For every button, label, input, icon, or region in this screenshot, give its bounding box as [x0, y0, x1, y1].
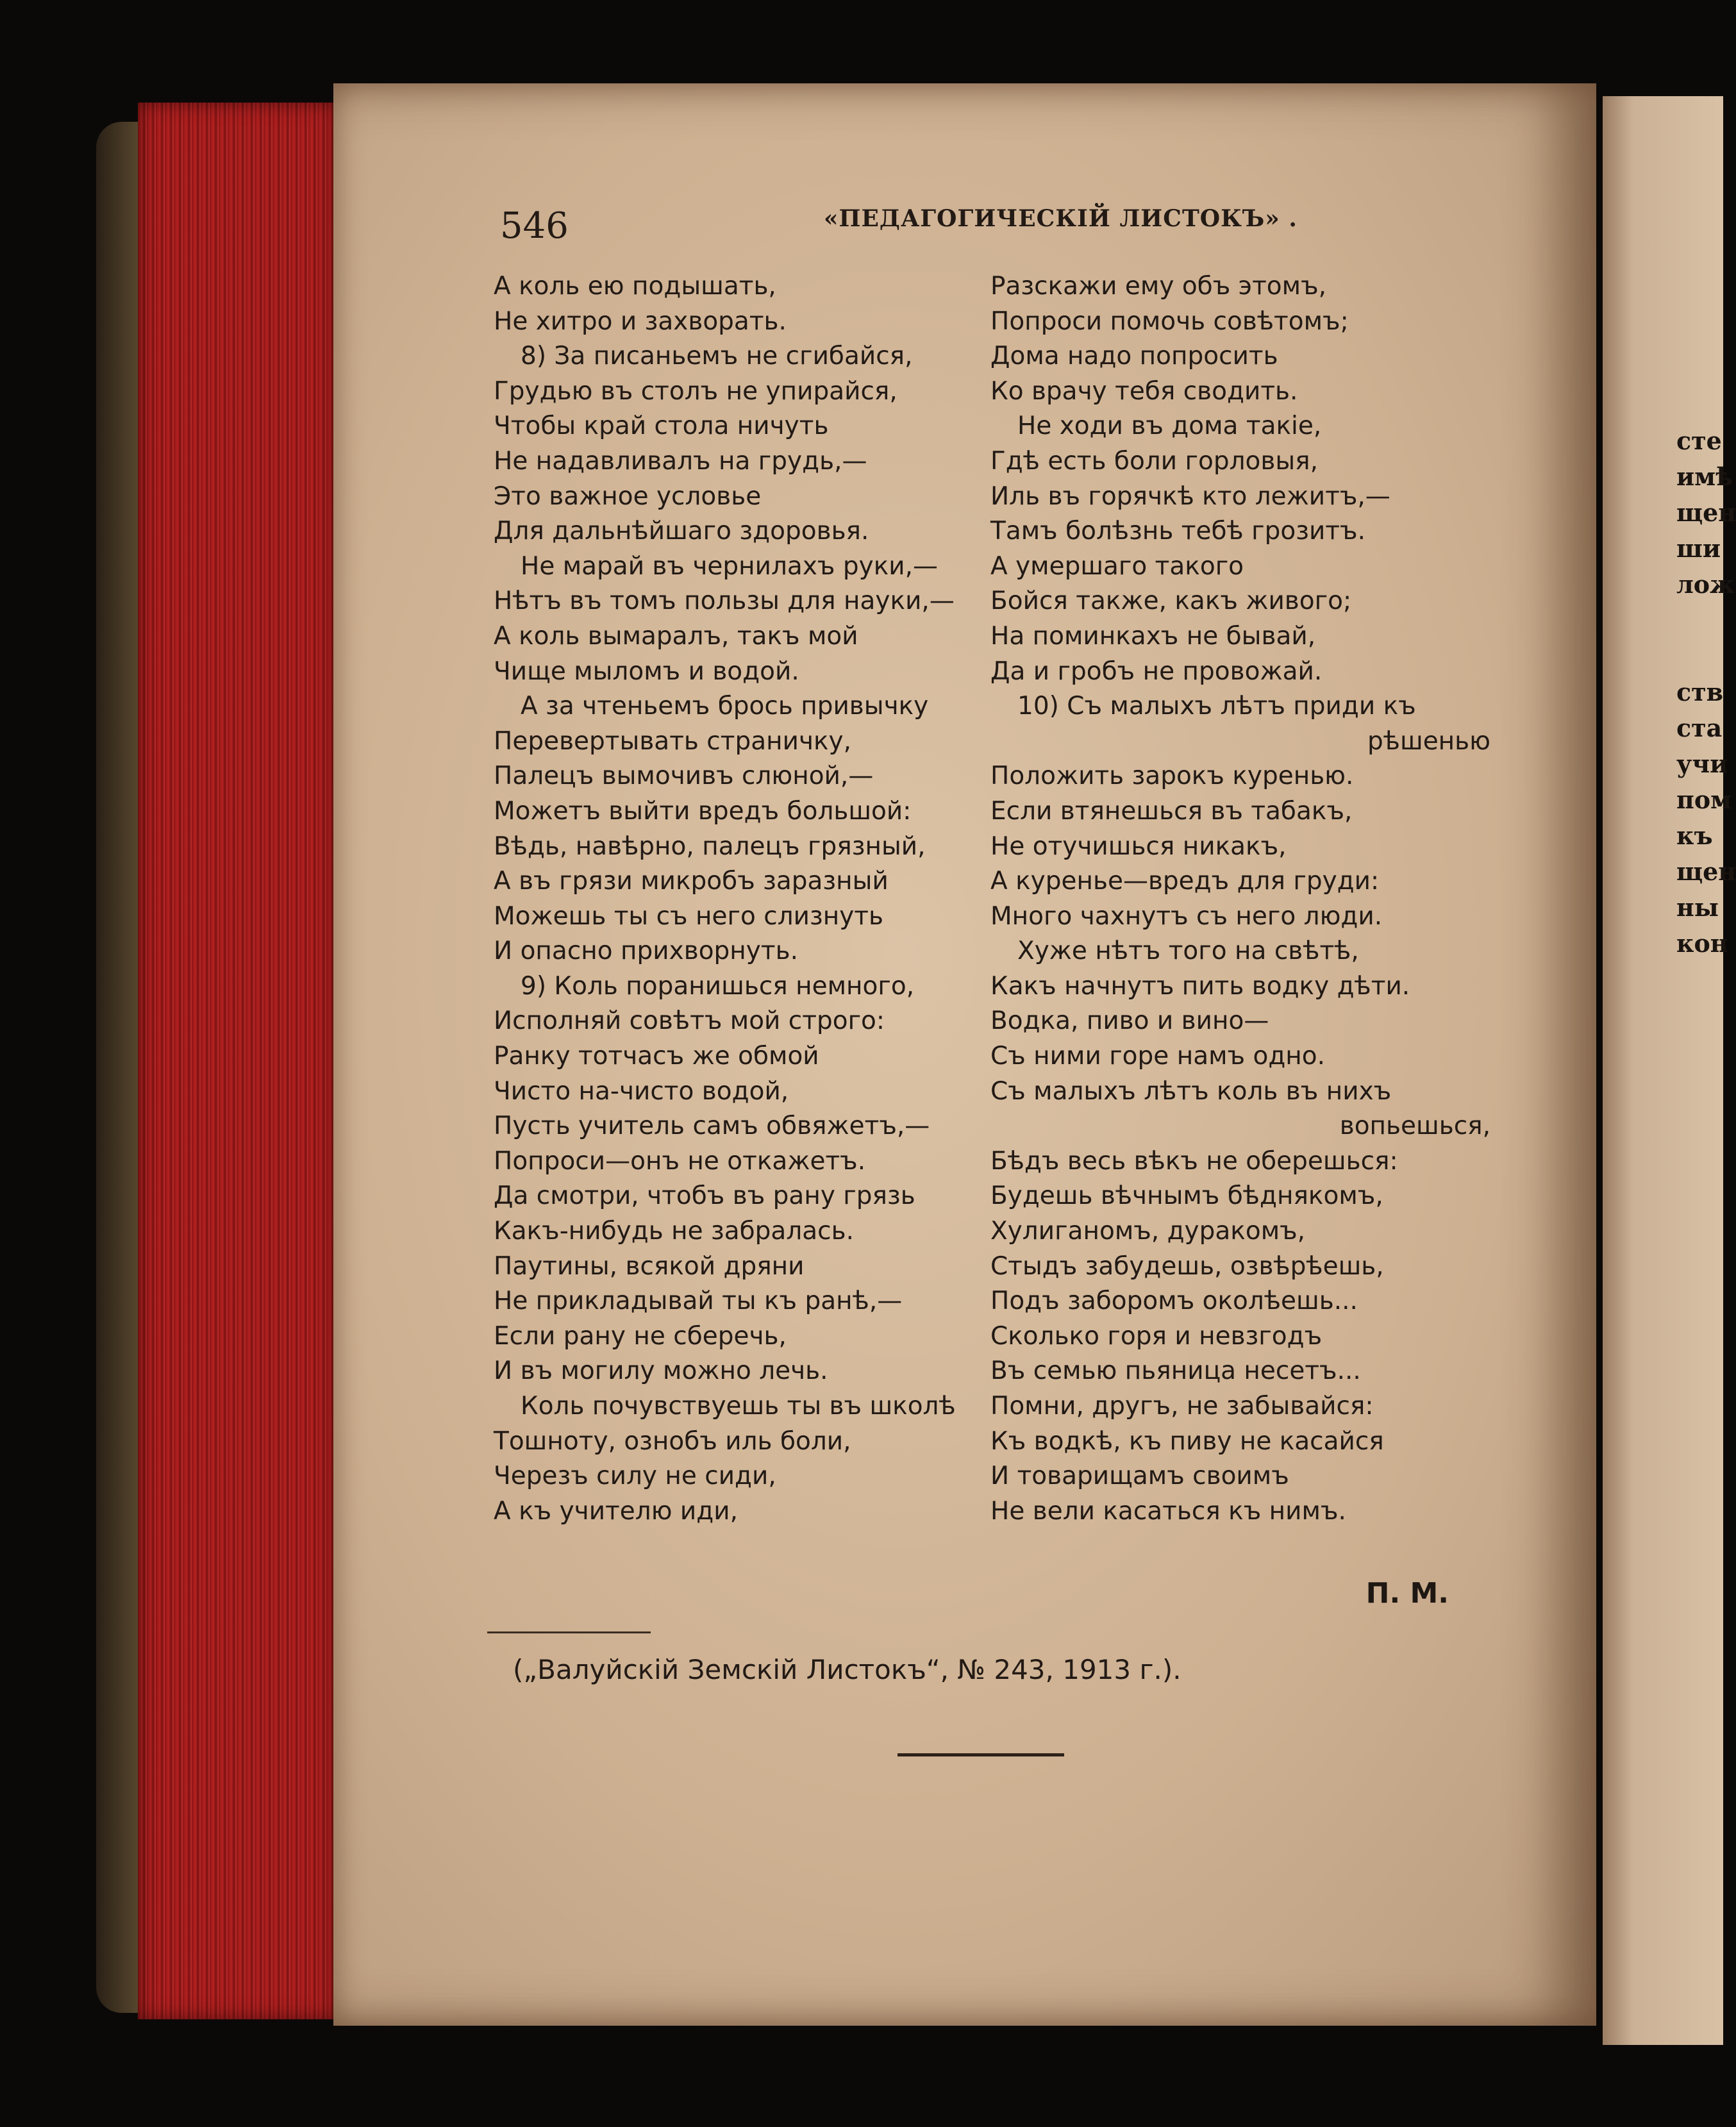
poem-line: Положить зарокъ куренью. [990, 762, 1354, 791]
page-number: 546 [500, 205, 569, 247]
facing-page-fragment: лож [1676, 570, 1735, 599]
poem-line: А куренье—вредъ для груди: [990, 867, 1380, 896]
poem-line: А къ учителю иди, [494, 1496, 738, 1526]
facing-page-fragment: ны [1676, 893, 1719, 922]
facing-page-fragment: имѣ [1676, 462, 1733, 491]
poem-line: Подъ заборомъ околѣешь... [990, 1287, 1358, 1316]
right-column [990, 269, 1490, 1529]
left-column [494, 269, 981, 1529]
poem-line: Да смотри, чтобъ въ рану грязь [494, 1181, 915, 1211]
poem-line: Чище мыломъ и водой. [494, 656, 799, 686]
facing-page-fragment: ств [1676, 678, 1724, 706]
poem-line: Не марай въ чернилахъ руки,— [521, 551, 939, 581]
poem-line: Сколько горя и невзгодъ [990, 1321, 1323, 1351]
poem-line: Стыдъ забудешь, озвѣрѣешь, [990, 1251, 1384, 1281]
poem-line: Тошноту, ознобъ иль боли, [494, 1426, 851, 1456]
poem-line: Съ малыхъ лѣтъ коль въ нихъ [990, 1076, 1392, 1106]
poem-line: Коль почувствуешь ты въ школѣ [521, 1392, 956, 1421]
facing-page-fragment: кон [1676, 929, 1728, 958]
poem-line: Паутины, всякой дряни [494, 1251, 805, 1281]
facing-page-fragment: къ [1676, 821, 1713, 850]
poem-line: Гдѣ есть боли горловыя, [990, 446, 1318, 476]
poem-line: Водка, пиво и вино— [990, 1006, 1269, 1036]
poem-line: Не вели касаться къ нимъ. [990, 1496, 1346, 1526]
facing-page-fragment [1676, 638, 1736, 674]
poem-line: Для дальнѣйшаго здоровья. [494, 517, 869, 546]
poem-line: вопьешься, [1339, 1112, 1490, 1141]
facing-page-fragment: сте [1676, 426, 1722, 455]
poem-line: Это важное условье [494, 481, 762, 511]
end-divider [897, 1753, 1064, 1756]
poem-line: Не прикладывай ты къ ранѣ,— [494, 1287, 903, 1316]
poem-line: Ранку тотчасъ же обмой [494, 1042, 819, 1071]
poem-line: Если втянешься въ табакъ, [990, 796, 1353, 826]
poem-line: Нѣтъ въ томъ пользы для науки,— [494, 587, 955, 616]
poem-line: Хулиганомъ, дуракомъ, [990, 1217, 1306, 1246]
poem-line: Палецъ вымочивъ слюной,— [494, 762, 874, 791]
poem-line: Какъ-нибудь не забралась. [494, 1217, 854, 1246]
poem-line: Можетъ выйти вредъ большой: [494, 796, 912, 826]
facing-page-fragment: ши [1676, 534, 1721, 563]
poem-line: Чисто на-чисто водой, [494, 1076, 789, 1106]
poem-line: Какъ начнутъ пить водку дѣти. [990, 971, 1410, 1001]
poem-line: Не надавливалъ на грудь,— [494, 446, 867, 476]
poem-line: Бѣдъ весь вѣкъ не оберешься: [990, 1146, 1398, 1176]
poem-line: Хуже нѣтъ того на свѣтѣ, [1017, 937, 1359, 966]
poem-line: Въ семью пьяница несетъ... [990, 1356, 1361, 1386]
poem-line: Разскажи ему объ этомъ, [990, 272, 1327, 301]
poem-line: И товарищамъ своимъ [990, 1462, 1289, 1491]
poem-line: Попроси помочь совѣтомъ; [990, 306, 1349, 336]
poem-line: Не ходи въ дома такіе, [1017, 412, 1322, 441]
poem-line: 9) Коль поранишься немного, [521, 971, 915, 1001]
source-footnote: („Валуйскій Земскій Листокъ“, № 243, 1913 г.). [513, 1654, 1181, 1685]
poem-line: Дома надо попросить [990, 342, 1278, 371]
poem-line: И опасно прихворнуть. [494, 937, 798, 966]
poem-line: Не отучишься никакъ, [990, 831, 1287, 861]
poem-line: И въ могилу можно лечь. [494, 1356, 828, 1386]
red-page-edges [138, 103, 337, 2019]
facing-page-fragment: учи [1676, 749, 1728, 778]
poem-line: А коль вымаралъ, такъ мой [494, 621, 858, 651]
poem-line: 8) За писаньемъ не сгибайся, [521, 342, 913, 371]
poem-line: Если рану не сберечь, [494, 1321, 787, 1351]
facing-page-text [1676, 423, 1736, 962]
poem-line: Попроси—онъ не откажетъ. [494, 1146, 866, 1176]
poem-line: Исполняй совѣтъ мой строго: [494, 1006, 885, 1036]
facing-page-fragment [1676, 603, 1736, 638]
poem-line: рѣшенью [1367, 726, 1490, 756]
poem-line: Будешь вѣчнымъ бѣднякомъ, [990, 1181, 1383, 1211]
poem-line: Можешь ты съ него слизнуть [494, 901, 883, 931]
poem-line: Бойся также, какъ живого; [990, 587, 1352, 616]
footnote-divider [487, 1631, 651, 1633]
facing-page-fragment: пом [1676, 785, 1732, 814]
poem-line: На поминкахъ не бывай, [990, 621, 1316, 651]
poem-line: Съ ними горе намъ одно. [990, 1042, 1326, 1071]
poem-line: 10) Съ малыхъ лѣтъ приди къ [1017, 692, 1416, 721]
poem-line: Пусть учитель самъ обвяжетъ,— [494, 1112, 930, 1141]
poem-line: Много чахнутъ съ него люди. [990, 901, 1383, 931]
facing-page-fragment: щен [1676, 857, 1736, 886]
poem-line: Перевертывать страничку, [494, 726, 852, 756]
poem-line: Да и гробъ не провожай. [990, 656, 1323, 686]
facing-page [1603, 96, 1723, 2045]
facing-page-fragment: щен [1676, 498, 1736, 527]
running-title: «ПЕДАГОГИЧЕСКІЙ ЛИСТОКЪ» . [824, 205, 1298, 232]
poem-line: А коль ею подышать, [494, 272, 776, 301]
author-signature: П. М. [1365, 1577, 1449, 1610]
poem-line: Тамъ болѣзнь тебѣ грозитъ. [990, 517, 1365, 546]
poem-line: Чтобы край стола ничуть [494, 412, 829, 441]
poem-line: Иль въ горячкѣ кто лежитъ,— [990, 481, 1390, 511]
poem-line: Не хитро и захворать. [494, 306, 787, 336]
facing-page-fragment: ста [1676, 713, 1723, 742]
poem-line: А въ грязи микробъ заразный [494, 867, 889, 896]
poem-line: Ко врачу тебя сводить. [990, 376, 1298, 406]
poem-line: А за чтеньемъ брось привычку [521, 692, 929, 721]
poem-line: Вѣдь, навѣрно, палецъ грязный, [494, 831, 926, 861]
poem-line: Грудью въ столъ не упирайся, [494, 376, 897, 406]
poem-line: Черезъ силу не сиди, [494, 1462, 776, 1491]
poem-line: А умершаго такого [990, 551, 1244, 581]
poem-line: Къ водкѣ, къ пиву не касайся [990, 1426, 1384, 1456]
poem-line: Помни, другъ, не забывайся: [990, 1392, 1374, 1421]
